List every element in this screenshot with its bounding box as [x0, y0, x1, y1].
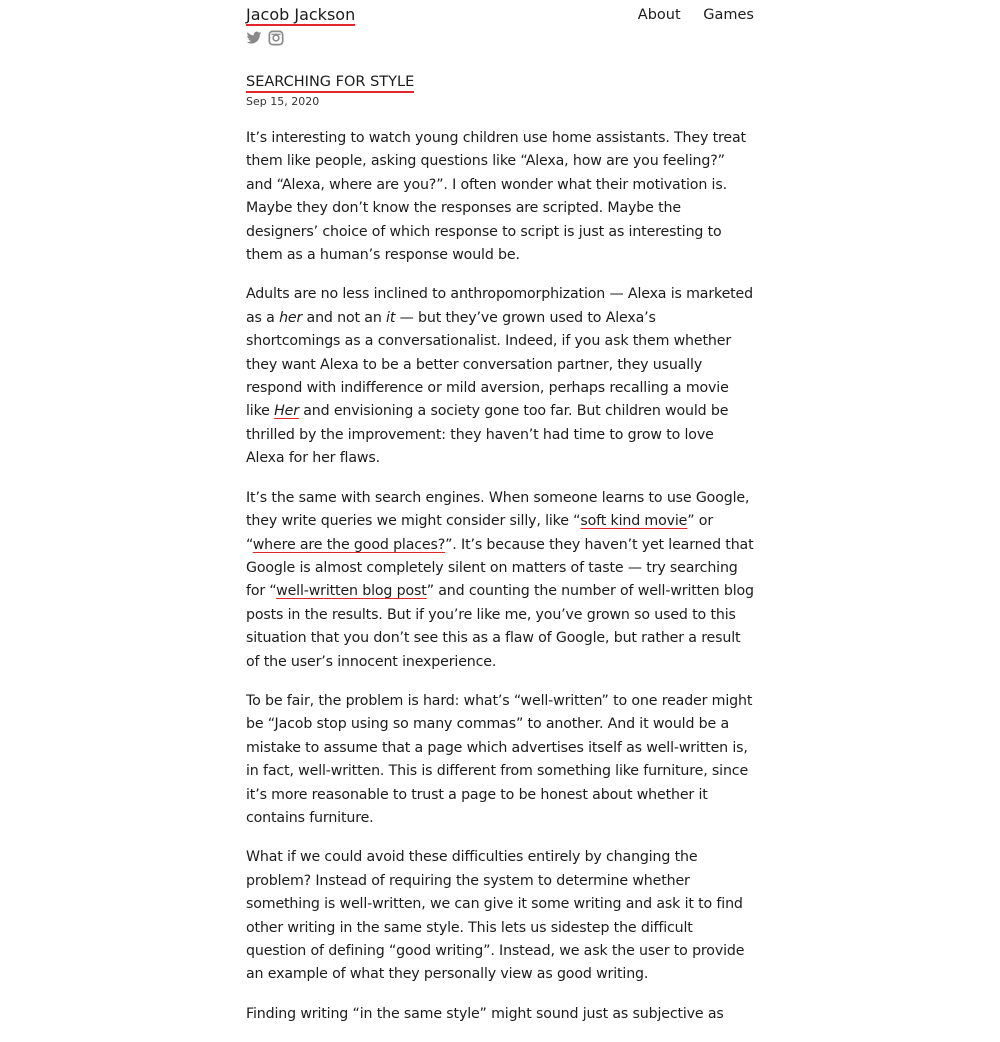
- post-title[interactable]: SEARCHING FOR STYLE: [246, 73, 414, 93]
- paragraph-4: To be fair, the problem is hard: what’s “well-written” to one reader might be “Jacob stop using so many commas” to another. And it would be a mistake to assume that a page which advertises itself as well-written is, in fact, well-written. This is different from something like furniture, since it’s more reasonable to trust a page to be honest about whether it contains furniture.: [246, 692, 753, 826]
- paragraph-2: [246, 283, 754, 470]
- site-title-link[interactable]: Jacob Jackson: [246, 5, 356, 24]
- paragraph-text: Adults are no less inclined to anthropomorphization — Alexa is marketed as a: [246, 286, 753, 326]
- social-links: [246, 30, 284, 46]
- paragraph-text: ”. It’s because they haven’t yet learned that Google is almost completely silent on matters of taste — try searching for “: [246, 536, 754, 600]
- paragraph-text: and envisioning a society gone too far. But children would be thrilled by the improvement: they haven’t had time to grow to love Alexa for her flaws.: [246, 403, 729, 467]
- emphasis-text: Her: [274, 403, 299, 420]
- post-date: Sep 15, 2020: [246, 95, 320, 108]
- twitter-icon[interactable]: [246, 30, 262, 46]
- post-body: [246, 127, 754, 1042]
- emphasis-text: it: [386, 309, 396, 326]
- paragraph-text: It’s the same with search engines. When someone learns to use Google, they write queries we might consider silly, like “: [246, 489, 750, 530]
- paragraph-text: — but they’ve grown used to Alexa’s shortcomings as a conversationalist. Indeed, if you ask them whether they want Alexa to be a better conversation partner, they usually respond with indifference or mild aversion, perhaps recalling a movie like: [246, 309, 731, 420]
- paragraph-text: ” and counting the number of well-written blog posts in the results. But if you’re like me, you’ve grown so used to this situation that you don’t see this as a flaw of Google, but rather a result of the user’s innocent inexperience.: [246, 583, 754, 670]
- nav-games-link[interactable]: Games: [703, 7, 754, 23]
- main-nav: [620, 7, 754, 23]
- instagram-icon[interactable]: [268, 30, 284, 46]
- soft-kind-movie-link[interactable]: soft kind movie: [580, 513, 688, 530]
- paragraph-6: Finding writing “in the same style” might sound just as subjective as: [246, 1005, 724, 1022]
- paragraph-3: [246, 487, 754, 674]
- emphasis-text: her: [279, 309, 303, 326]
- paragraph-text: ” or “: [246, 513, 714, 553]
- page-column: [246, 0, 754, 1022]
- good-places-link[interactable]: where are the good places?: [252, 536, 446, 553]
- paragraph-1: It’s interesting to watch young children use home assistants. They treat them like people, asking questions like “Alexa, how are you feeling?” and “Alexa, where are you?”. I often wonder what their motivation is. Maybe they don’t know the responses are scripted. Maybe the designers’ choice of which response to script is just as interesting to them as a human’s response would be.: [246, 130, 746, 264]
- nav-about-link[interactable]: About: [637, 7, 681, 23]
- top-bar: [246, 0, 754, 30]
- her-movie-link[interactable]: [274, 403, 299, 419]
- paragraph-text: and not an: [302, 309, 387, 326]
- paragraph-5: What if we could avoid these difficulties entirely by changing the problem? Instead of requiring the system to determine whether something is well-written, we can give it some writing and ask it to find other writing in the same style. This lets us sidestep the difficult question of defining “good writing”. Instead, we ask the user to provide an example of what they personally view as good writing.: [246, 849, 745, 983]
- well-written-blog-post-link[interactable]: well-written blog post: [276, 583, 427, 600]
